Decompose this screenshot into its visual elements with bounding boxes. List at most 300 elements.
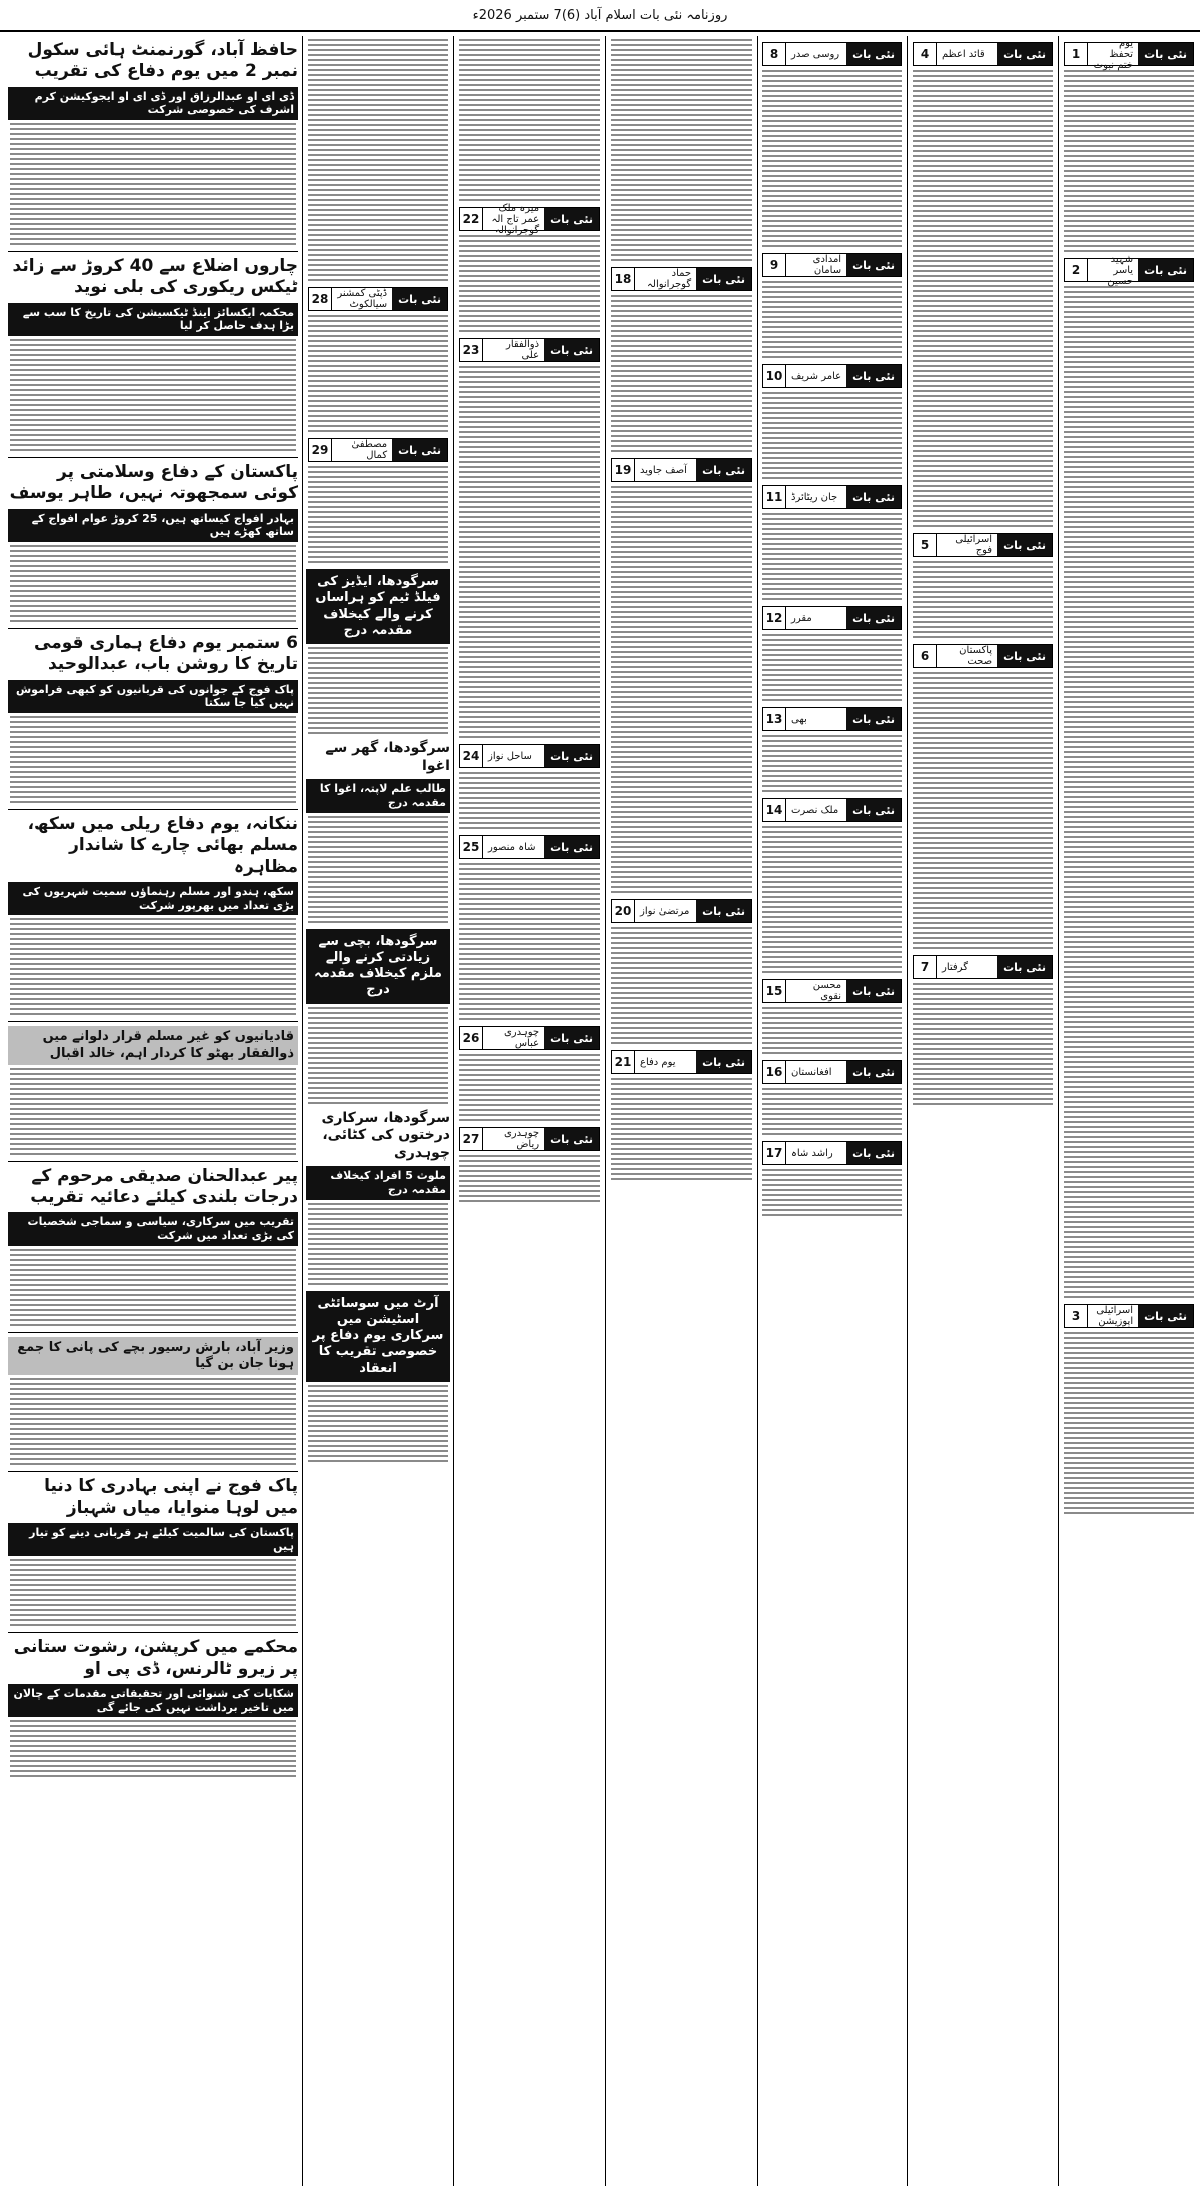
divider bbox=[8, 1471, 298, 1472]
brief-number: 13 bbox=[763, 708, 786, 730]
text-line bbox=[1064, 766, 1194, 768]
text-line bbox=[10, 188, 296, 190]
text-line bbox=[913, 1103, 1053, 1105]
text-line bbox=[611, 656, 752, 658]
text-line bbox=[10, 168, 296, 170]
text-line bbox=[459, 868, 600, 870]
text-line bbox=[1064, 376, 1194, 378]
text-line bbox=[611, 796, 752, 798]
text-line bbox=[308, 1410, 448, 1412]
text-line bbox=[308, 1082, 448, 1084]
brand-badge: نئی بات bbox=[997, 43, 1052, 65]
text-line bbox=[1064, 1457, 1194, 1459]
text-line bbox=[611, 541, 752, 543]
news-brief-8 bbox=[762, 42, 902, 66]
article-body bbox=[762, 826, 902, 973]
brief-title: شاہ منصور bbox=[488, 841, 536, 853]
text-line bbox=[1064, 536, 1194, 538]
text-line bbox=[1064, 811, 1194, 813]
text-line bbox=[1064, 661, 1194, 663]
article-body bbox=[762, 634, 902, 701]
text-line bbox=[308, 1460, 448, 1462]
text-line bbox=[459, 325, 600, 327]
text-line bbox=[308, 84, 448, 86]
text-line bbox=[459, 711, 600, 713]
brief-title: چوہدری عباس bbox=[503, 1027, 540, 1049]
text-line bbox=[459, 1003, 600, 1005]
text-line bbox=[459, 159, 600, 161]
text-line bbox=[10, 1013, 296, 1015]
brief-number: 28 bbox=[309, 288, 332, 310]
text-line bbox=[308, 174, 448, 176]
brand-badge: نئی بات bbox=[846, 708, 901, 730]
text-line bbox=[1064, 651, 1194, 653]
text-line bbox=[762, 518, 902, 520]
headline: سرگودھا، گھر سے اغوا bbox=[325, 740, 450, 774]
text-line bbox=[611, 536, 752, 538]
news-column-4 bbox=[609, 36, 754, 1186]
brief-title: یوم دفاع bbox=[640, 1056, 676, 1068]
text-line bbox=[459, 556, 600, 558]
text-line bbox=[762, 1189, 902, 1191]
text-line bbox=[459, 1104, 600, 1106]
text-line bbox=[459, 265, 600, 267]
text-line bbox=[762, 664, 902, 666]
text-line bbox=[611, 114, 752, 116]
text-line bbox=[611, 766, 752, 768]
text-line bbox=[10, 409, 296, 411]
text-line bbox=[459, 391, 600, 393]
brief-number: 12 bbox=[763, 607, 786, 629]
text-line bbox=[10, 1589, 296, 1591]
text-line bbox=[308, 501, 448, 503]
text-line bbox=[762, 281, 902, 283]
text-line bbox=[611, 214, 752, 216]
text-line bbox=[611, 1113, 752, 1115]
text-line bbox=[308, 471, 448, 473]
brief-number: 15 bbox=[763, 980, 786, 1002]
text-line bbox=[762, 1113, 902, 1115]
text-line bbox=[913, 145, 1053, 147]
text-line bbox=[913, 621, 1053, 623]
text-line bbox=[459, 822, 600, 824]
column-rule bbox=[907, 36, 908, 2186]
brand-badge: نئی بات bbox=[1138, 43, 1193, 65]
text-line bbox=[762, 896, 902, 898]
news-brief-20 bbox=[611, 899, 752, 923]
text-line bbox=[10, 736, 296, 738]
headline: پاکستان کے دفاع وسلامتی پر کوئی سمجھوتہ نہیں، طاہر یوسف bbox=[9, 462, 298, 504]
text-line bbox=[611, 164, 752, 166]
text-line bbox=[1064, 1201, 1194, 1203]
text-line bbox=[1064, 1472, 1194, 1474]
text-line bbox=[1064, 1266, 1194, 1268]
text-line bbox=[1064, 245, 1194, 247]
text-line bbox=[762, 1012, 902, 1014]
text-line bbox=[762, 1209, 902, 1211]
text-line bbox=[913, 611, 1053, 613]
text-line bbox=[913, 525, 1053, 527]
text-line bbox=[10, 918, 296, 920]
headline: پیر عبدالحنان صدیقی مرحوم کے درجات بلندی کیلئے دعائیہ تقریب bbox=[30, 1165, 298, 1207]
text-line bbox=[913, 295, 1053, 297]
text-line bbox=[762, 245, 902, 247]
text-line bbox=[308, 816, 448, 818]
text-line bbox=[10, 143, 296, 145]
text-line bbox=[762, 230, 902, 232]
text-line bbox=[308, 1027, 448, 1029]
text-line bbox=[762, 356, 902, 358]
text-line bbox=[762, 452, 902, 454]
text-line bbox=[459, 541, 600, 543]
text-line bbox=[459, 315, 600, 317]
text-line bbox=[308, 1052, 448, 1054]
text-line bbox=[10, 123, 296, 125]
text-line bbox=[913, 390, 1053, 392]
text-line bbox=[10, 1393, 296, 1395]
text-line bbox=[308, 79, 448, 81]
text-line bbox=[459, 1013, 600, 1015]
text-line bbox=[762, 1199, 902, 1201]
text-line bbox=[459, 993, 600, 995]
text-line bbox=[913, 315, 1053, 317]
brand-badge: نئی بات bbox=[696, 268, 751, 290]
brand-badge: نئی بات bbox=[846, 1061, 901, 1083]
text-line bbox=[762, 881, 902, 883]
text-line bbox=[308, 94, 448, 96]
text-line bbox=[10, 781, 296, 783]
text-line bbox=[762, 770, 902, 772]
text-line bbox=[10, 1383, 296, 1385]
text-line bbox=[913, 500, 1053, 502]
text-line bbox=[459, 164, 600, 166]
text-line bbox=[459, 998, 600, 1000]
text-line bbox=[762, 140, 902, 142]
divider bbox=[8, 1161, 298, 1162]
text-line bbox=[611, 179, 752, 181]
text-line bbox=[762, 200, 902, 202]
article-body bbox=[10, 339, 296, 451]
text-line bbox=[459, 656, 600, 658]
brand-badge: نئی بات bbox=[696, 459, 751, 481]
text-line bbox=[1064, 1512, 1194, 1514]
text-line bbox=[913, 230, 1053, 232]
text-line bbox=[459, 827, 600, 829]
text-line bbox=[611, 1098, 752, 1100]
text-line bbox=[762, 841, 902, 843]
brief-title: گرفتار bbox=[942, 961, 968, 973]
text-line bbox=[1064, 1126, 1194, 1128]
text-line bbox=[1064, 611, 1194, 613]
text-line bbox=[611, 440, 752, 442]
text-line bbox=[913, 450, 1053, 452]
text-line bbox=[611, 706, 752, 708]
text-line bbox=[913, 300, 1053, 302]
article-body bbox=[308, 1385, 448, 1462]
text-line bbox=[459, 787, 600, 789]
text-line bbox=[762, 851, 902, 853]
text-line bbox=[611, 546, 752, 548]
text-line bbox=[10, 1309, 296, 1311]
text-line bbox=[308, 99, 448, 101]
text-line bbox=[308, 1385, 448, 1387]
text-line bbox=[1064, 366, 1194, 368]
text-line bbox=[308, 420, 448, 422]
text-line bbox=[10, 399, 296, 401]
text-line bbox=[1064, 786, 1194, 788]
article-body bbox=[308, 39, 448, 281]
text-line bbox=[1064, 776, 1194, 778]
text-line bbox=[762, 513, 902, 515]
text-line bbox=[308, 1243, 448, 1245]
text-line bbox=[762, 336, 902, 338]
text-line bbox=[1064, 1076, 1194, 1078]
text-line bbox=[308, 335, 448, 337]
text-line bbox=[10, 389, 296, 391]
text-line bbox=[1064, 791, 1194, 793]
text-line bbox=[308, 264, 448, 266]
text-line bbox=[459, 691, 600, 693]
text-line bbox=[1064, 701, 1194, 703]
article-body bbox=[1064, 70, 1194, 252]
text-line bbox=[1064, 1026, 1194, 1028]
text-line bbox=[1064, 1031, 1194, 1033]
text-line bbox=[1064, 971, 1194, 973]
brief-title: بھی bbox=[791, 713, 807, 725]
text-line bbox=[459, 626, 600, 628]
text-line bbox=[10, 1765, 296, 1767]
text-line bbox=[10, 741, 296, 743]
text-line bbox=[913, 586, 1053, 588]
text-line bbox=[762, 105, 902, 107]
text-line bbox=[611, 761, 752, 763]
text-line bbox=[913, 130, 1053, 132]
text-line bbox=[459, 863, 600, 865]
text-line bbox=[10, 1259, 296, 1261]
text-line bbox=[611, 325, 752, 327]
text-line bbox=[308, 425, 448, 427]
text-line bbox=[1064, 1422, 1194, 1424]
text-line bbox=[459, 918, 600, 920]
text-line bbox=[1064, 100, 1194, 102]
subheadline: شکایات کی شنوائی اور تحقیقاتی مقدمات کے چالان میں تاخیر برداشت نہیں کی جائے گی bbox=[8, 1684, 298, 1718]
text-line bbox=[913, 887, 1053, 889]
text-line bbox=[10, 1003, 296, 1005]
text-line bbox=[611, 59, 752, 61]
brief-title: آصف جاوید bbox=[640, 464, 687, 476]
text-line bbox=[10, 374, 296, 376]
text-line bbox=[308, 385, 448, 387]
text-line bbox=[762, 639, 902, 641]
text-line bbox=[308, 1092, 448, 1094]
text-line bbox=[762, 306, 902, 308]
news-column-7 bbox=[1062, 36, 1196, 1520]
text-line bbox=[913, 827, 1053, 829]
text-line bbox=[762, 689, 902, 691]
article-body bbox=[1064, 1332, 1194, 1514]
text-line bbox=[611, 631, 752, 633]
text-line bbox=[1064, 861, 1194, 863]
text-line bbox=[459, 686, 600, 688]
text-line bbox=[913, 797, 1053, 799]
text-line bbox=[611, 1163, 752, 1165]
text-line bbox=[1064, 831, 1194, 833]
text-line bbox=[611, 932, 752, 934]
text-line bbox=[308, 144, 448, 146]
article-body bbox=[10, 1068, 296, 1155]
text-line bbox=[762, 1042, 902, 1044]
text-line bbox=[1064, 1066, 1194, 1068]
brand-badge: نئی بات bbox=[544, 836, 599, 858]
text-line bbox=[611, 651, 752, 653]
text-line bbox=[913, 882, 1053, 884]
text-line bbox=[10, 384, 296, 386]
text-line bbox=[1064, 301, 1194, 303]
text-line bbox=[611, 244, 752, 246]
text-line bbox=[459, 386, 600, 388]
text-line bbox=[1064, 1246, 1194, 1248]
text-line bbox=[459, 1195, 600, 1197]
text-line bbox=[913, 591, 1053, 593]
text-line bbox=[1064, 696, 1194, 698]
text-line bbox=[308, 149, 448, 151]
brand-badge: نئی بات bbox=[997, 534, 1052, 556]
text-line bbox=[1064, 596, 1194, 598]
news-brief-29 bbox=[308, 438, 448, 462]
text-line bbox=[10, 1078, 296, 1080]
text-line bbox=[762, 1174, 902, 1176]
text-line bbox=[459, 551, 600, 553]
text-line bbox=[913, 125, 1053, 127]
text-line bbox=[913, 636, 1053, 638]
text-line bbox=[762, 891, 902, 893]
text-line bbox=[308, 1057, 448, 1059]
text-line bbox=[10, 973, 296, 975]
text-line bbox=[308, 259, 448, 261]
text-line bbox=[913, 510, 1053, 512]
text-line bbox=[1064, 1106, 1194, 1108]
text-line bbox=[611, 305, 752, 307]
text-line bbox=[459, 716, 600, 718]
text-line bbox=[1064, 456, 1194, 458]
brand-badge: نئی بات bbox=[846, 365, 901, 387]
text-line bbox=[308, 355, 448, 357]
article-body bbox=[913, 561, 1053, 638]
text-line bbox=[308, 536, 448, 538]
text-line bbox=[1064, 681, 1194, 683]
article-body bbox=[611, 486, 752, 893]
masthead bbox=[0, 0, 1200, 32]
text-line bbox=[1064, 751, 1194, 753]
text-line bbox=[611, 606, 752, 608]
text-line bbox=[308, 375, 448, 377]
text-line bbox=[10, 928, 296, 930]
text-line bbox=[611, 355, 752, 357]
text-line bbox=[1064, 1281, 1194, 1283]
brief-number: 2 bbox=[1065, 259, 1088, 281]
text-line bbox=[913, 672, 1053, 674]
text-line bbox=[459, 411, 600, 413]
brief-title: ڈپٹی کمشنر سیالکوٹ bbox=[337, 288, 388, 310]
text-line bbox=[459, 978, 600, 980]
text-line bbox=[10, 610, 296, 612]
text-line bbox=[913, 802, 1053, 804]
text-line bbox=[1064, 1377, 1194, 1379]
text-line bbox=[459, 726, 600, 728]
text-line bbox=[1064, 976, 1194, 978]
text-line bbox=[611, 1078, 752, 1080]
text-line bbox=[1064, 966, 1194, 968]
text-line bbox=[913, 310, 1053, 312]
text-line bbox=[459, 536, 600, 538]
text-line bbox=[459, 566, 600, 568]
text-line bbox=[913, 927, 1053, 929]
brief-title: ساحل نواز bbox=[488, 750, 532, 762]
text-line bbox=[913, 355, 1053, 357]
text-line bbox=[1064, 1206, 1194, 1208]
text-line bbox=[459, 124, 600, 126]
text-line bbox=[913, 571, 1053, 573]
text-line bbox=[10, 193, 296, 195]
text-line bbox=[913, 576, 1053, 578]
text-line bbox=[1064, 531, 1194, 533]
text-line bbox=[308, 1062, 448, 1064]
text-line bbox=[459, 275, 600, 277]
text-line bbox=[10, 158, 296, 160]
text-line bbox=[459, 651, 600, 653]
subheadline: پاکستان کی سالمیت کیلئے ہر قربانی دینے کو تیار ہیں bbox=[8, 1523, 298, 1557]
text-line bbox=[762, 1027, 902, 1029]
text-line bbox=[10, 550, 296, 552]
text-line bbox=[308, 712, 448, 714]
text-line bbox=[1064, 381, 1194, 383]
text-line bbox=[1064, 1021, 1194, 1023]
text-line bbox=[611, 566, 752, 568]
text-line bbox=[10, 1299, 296, 1301]
text-line bbox=[611, 249, 752, 251]
text-line bbox=[611, 731, 752, 733]
text-line bbox=[762, 145, 902, 147]
text-line bbox=[308, 69, 448, 71]
text-line bbox=[308, 851, 448, 853]
text-line bbox=[913, 165, 1053, 167]
text-line bbox=[913, 370, 1053, 372]
text-line bbox=[308, 506, 448, 508]
text-line bbox=[762, 326, 902, 328]
text-line bbox=[459, 1018, 600, 1020]
brief-number: 14 bbox=[763, 799, 786, 821]
text-line bbox=[913, 325, 1053, 327]
text-line bbox=[1064, 1156, 1194, 1158]
text-line bbox=[611, 1123, 752, 1125]
text-line bbox=[459, 1109, 600, 1111]
news-brief-1 bbox=[1064, 37, 1194, 71]
text-line bbox=[913, 782, 1053, 784]
text-line bbox=[1064, 1427, 1194, 1429]
text-line bbox=[308, 1037, 448, 1039]
brief-number: 25 bbox=[460, 836, 483, 858]
text-line bbox=[308, 330, 448, 332]
text-line bbox=[10, 938, 296, 940]
text-line bbox=[459, 878, 600, 880]
text-line bbox=[1064, 686, 1194, 688]
text-line bbox=[1064, 361, 1194, 363]
news-brief-5 bbox=[913, 533, 1053, 557]
article-body bbox=[913, 672, 1053, 949]
text-line bbox=[10, 1274, 296, 1276]
text-line bbox=[308, 1455, 448, 1457]
text-line bbox=[308, 209, 448, 211]
